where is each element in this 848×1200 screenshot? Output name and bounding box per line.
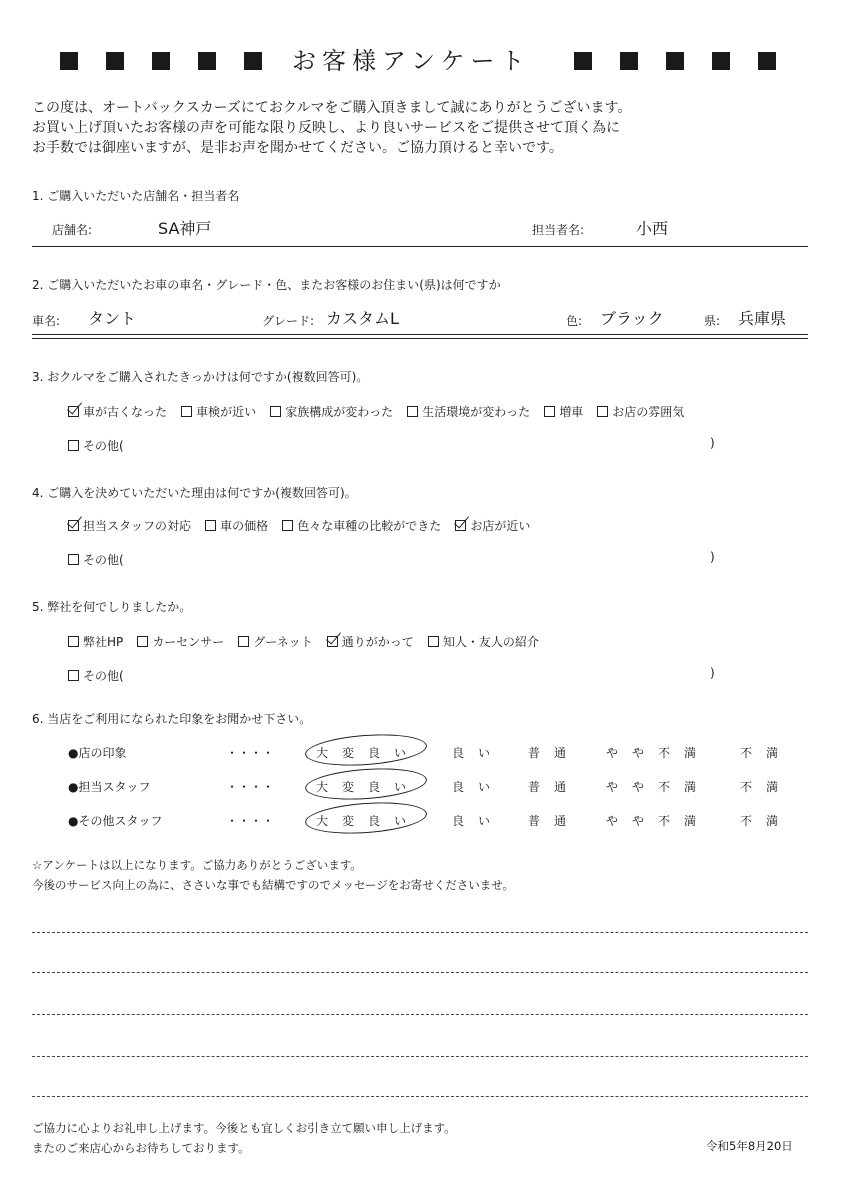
checkbox-icon[interactable] [428, 636, 439, 647]
q5-options [68, 632, 548, 651]
q5-option[interactable] [137, 633, 224, 650]
message-line[interactable] [32, 972, 808, 973]
option-label: お店の雰囲気 [612, 405, 685, 419]
option-label: お店が近い [470, 519, 531, 533]
message-line[interactable] [32, 1056, 808, 1057]
rating-somewhat-dissatisfied[interactable]: やや不満 [606, 780, 711, 794]
q5-option[interactable] [238, 633, 312, 650]
question-5: 5. 弊社を何でしりましたか。 [32, 600, 192, 614]
color-label: 色: [566, 314, 583, 328]
footer-line: またのご来店心からお待ちしております。 [32, 1141, 250, 1155]
footer-text [32, 1118, 456, 1158]
grade-value[interactable]: カスタムL [326, 309, 399, 328]
other-label: その他( [83, 669, 124, 683]
dots: ・・・・ [226, 780, 275, 794]
option-label: グーネット [253, 635, 313, 649]
q4-option[interactable] [282, 517, 441, 534]
store-label: 店舗名: [52, 223, 93, 237]
q4-option[interactable] [455, 517, 530, 534]
square-decoration [198, 52, 216, 70]
store-value[interactable]: SA神戸 [158, 219, 212, 238]
option-label: 担当スタッフの対応 [83, 519, 192, 533]
question-6: 6. 当店をご利用になられた印象をお聞かせ下さい。 [32, 712, 312, 726]
rating-row-label: ●その他スタッフ [68, 814, 163, 828]
square-decoration [152, 52, 170, 70]
staff-value[interactable]: 小西 [636, 219, 669, 238]
rating-very-good[interactable]: 大変良い [316, 780, 421, 794]
rating-very-good[interactable]: 大変良い [316, 746, 421, 760]
rating-row-label: ●店の印象 [68, 746, 127, 760]
rating-normal[interactable]: 普通 [528, 814, 581, 828]
checkbox-icon[interactable] [597, 406, 608, 417]
title-row [0, 44, 848, 78]
checkbox-checked-icon[interactable] [327, 636, 338, 647]
checkbox-icon[interactable] [181, 406, 192, 417]
checkbox-icon[interactable] [407, 406, 418, 417]
staff-label: 担当者名: [532, 223, 585, 237]
rating-normal[interactable]: 普通 [528, 746, 581, 760]
q3-options [68, 402, 693, 421]
option-label: 弊社HP [83, 635, 124, 649]
checkbox-icon[interactable] [238, 636, 249, 647]
rating-good[interactable]: 良い [452, 814, 505, 828]
color-value[interactable]: ブラック [600, 309, 664, 328]
question-2: 2. ご購入いただいたお車の車名・グレード・色、またお客様のお住まい(県)は何ですか [32, 278, 501, 292]
square-decoration [574, 52, 592, 70]
checkbox-icon[interactable] [282, 520, 293, 531]
checkbox-icon[interactable] [68, 636, 79, 647]
rating-row-label: ●担当スタッフ [68, 780, 151, 794]
option-label: カーセンサー [152, 635, 225, 649]
other-label: その他( [83, 439, 124, 453]
rating-good[interactable]: 良い [452, 746, 505, 760]
q4-option[interactable] [68, 517, 191, 534]
square-decoration [712, 52, 730, 70]
page-title: お客様アンケート [292, 47, 531, 75]
checkbox-checked-icon[interactable] [455, 520, 466, 531]
option-label: 通りがかって [341, 635, 414, 649]
square-decoration [60, 52, 78, 70]
closing-line: ☆アンケートは以上になります。ご協力ありがとうございます。 [32, 858, 362, 872]
square-decoration [106, 52, 124, 70]
message-line[interactable] [32, 932, 808, 933]
closing-line: 今後のサービス向上の為に、ささいな事でも結構ですのでメッセージをお寄せくださいませ。 [32, 878, 514, 892]
other-close: ) [710, 436, 715, 450]
q4-option[interactable] [205, 517, 268, 534]
other-close: ) [710, 550, 715, 564]
q3-option[interactable] [597, 403, 684, 420]
q5-option[interactable] [327, 633, 414, 650]
q5-option[interactable] [68, 633, 123, 650]
prefecture-value[interactable]: 兵庫県 [738, 309, 787, 328]
option-label: 車の価格 [220, 519, 269, 533]
square-decoration [620, 52, 638, 70]
checkbox-icon[interactable] [68, 554, 79, 565]
question-3: 3. おクルマをご購入されたきっかけは何ですか(複数回答可)。 [32, 370, 369, 384]
car-label: 車名: [32, 314, 61, 328]
checkbox-icon[interactable] [68, 670, 79, 681]
option-label: 知人・友人の紹介 [442, 635, 539, 649]
intro-line: お買い上げ頂いたお客様の声を可能な限り反映し、より良いサービスをご提供させて頂く為に [32, 120, 620, 136]
checkbox-icon[interactable] [544, 406, 555, 417]
rating-dissatisfied[interactable]: 不満 [740, 780, 793, 794]
rating-somewhat-dissatisfied[interactable]: やや不満 [606, 814, 711, 828]
other-label: その他( [83, 553, 124, 567]
q3-option[interactable] [270, 403, 393, 420]
option-label: 増車 [559, 405, 584, 419]
square-decoration [244, 52, 262, 70]
q4-options [68, 516, 539, 535]
footer-line: ご協力に心よりお礼申し上げます。今後とも宜しくお引き立て願い申し上げます。 [32, 1121, 456, 1135]
dots: ・・・・ [226, 814, 275, 828]
q3-option[interactable] [544, 403, 583, 420]
rating-dissatisfied[interactable]: 不満 [740, 814, 793, 828]
rating-normal[interactable]: 普通 [528, 780, 581, 794]
rating-very-good[interactable]: 大変良い [316, 814, 421, 828]
question-1: 1. ご購入いただいた店舗名・担当者名 [32, 189, 240, 203]
checkbox-icon[interactable] [205, 520, 216, 531]
footer-date: 令和5年8月20日 [706, 1139, 793, 1153]
other-close: ) [710, 666, 715, 680]
message-line[interactable] [32, 1096, 808, 1097]
checkbox-checked-icon[interactable] [68, 406, 79, 417]
q5-other[interactable] [68, 666, 133, 685]
option-label: 色々な車種の比較ができた [297, 519, 442, 533]
car-value[interactable]: タント [88, 309, 137, 328]
option-label: 車検が近い [196, 405, 257, 419]
question-4: 4. ご購入を決めていただいた理由は何ですか(複数回答可)。 [32, 486, 357, 500]
double-divider [32, 334, 808, 339]
q5-option[interactable] [428, 633, 539, 650]
dots: ・・・・ [226, 746, 275, 760]
square-decoration [666, 52, 684, 70]
intro-line: お手数では御座いますが、是非お声を聞かせてください。ご協力頂けると幸いです。 [32, 140, 563, 156]
q4-other[interactable] [68, 550, 133, 569]
square-decoration [758, 52, 776, 70]
option-label: 生活環境が変わった [422, 405, 531, 419]
q3-option[interactable] [181, 403, 256, 420]
rating-good[interactable]: 良い [452, 780, 505, 794]
checkbox-icon[interactable] [68, 440, 79, 451]
intro-line: この度は、オートバックスカーズにておクルマをご購入頂きまして誠にありがとうございます。 [32, 100, 632, 116]
grade-label: グレード: [262, 314, 315, 328]
rating-dissatisfied[interactable]: 不満 [740, 746, 793, 760]
option-label: 車が古くなった [83, 405, 168, 419]
checkbox-checked-icon[interactable] [68, 520, 79, 531]
checkbox-icon[interactable] [137, 636, 148, 647]
message-line[interactable] [32, 1014, 808, 1015]
intro-text [32, 98, 631, 158]
rating-somewhat-dissatisfied[interactable]: やや不満 [606, 746, 711, 760]
q3-other[interactable] [68, 436, 133, 455]
closing-note [32, 855, 514, 895]
divider [32, 246, 808, 247]
q3-option[interactable] [68, 403, 167, 420]
q3-option[interactable] [407, 403, 530, 420]
checkbox-icon[interactable] [270, 406, 281, 417]
option-label: 家族構成が変わった [285, 405, 394, 419]
prefecture-label: 県: [704, 314, 721, 328]
